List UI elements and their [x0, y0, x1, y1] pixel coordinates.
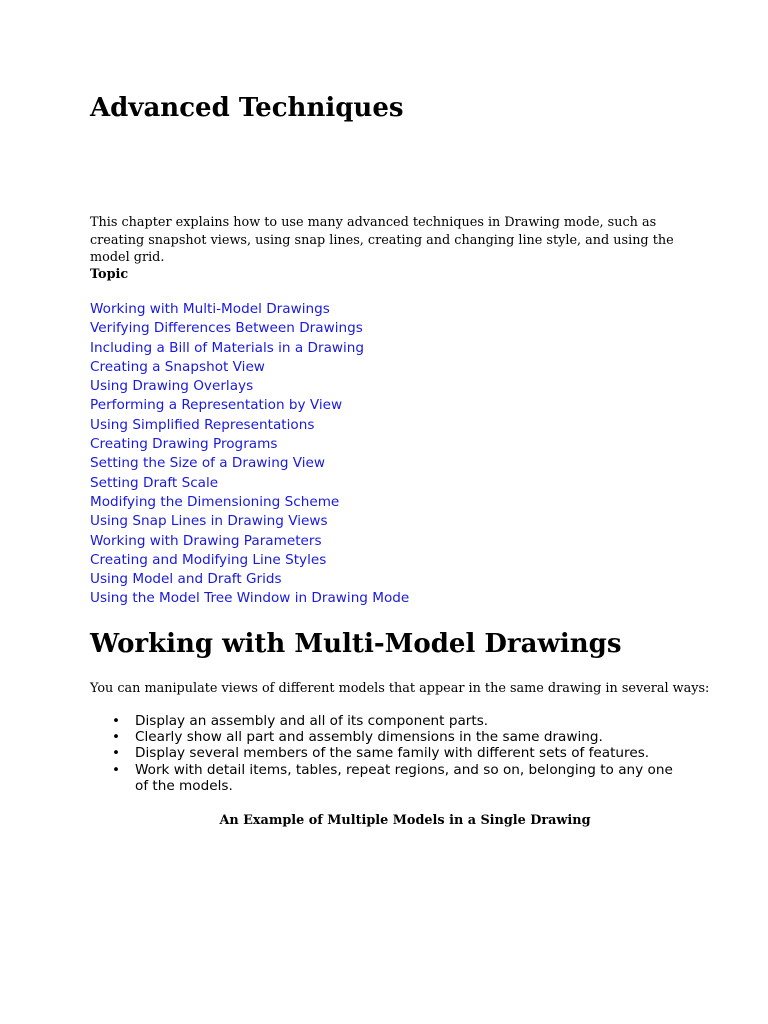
bullet-icon: • — [112, 713, 121, 729]
topic-link-dimensioning-scheme[interactable]: Modifying the Dimensioning Scheme — [90, 493, 340, 510]
topic-item — [90, 474, 409, 493]
topic-list — [90, 300, 409, 609]
topic-link-simplified-representations[interactable]: Using Simplified Representations — [90, 416, 315, 433]
topic-item — [90, 589, 409, 608]
topic-link-snapshot-view[interactable]: Creating a Snapshot View — [90, 358, 265, 375]
bullet-text: Display several members of the same family with different sets of features. — [135, 745, 650, 762]
topic-link-drawing-overlays[interactable]: Using Drawing Overlays — [90, 378, 254, 395]
chapter-intro: This chapter explains how to use many advanced techniques in Drawing mode, such as creating snapshot views, using snap lines, creating and changing line style, and using the model grid. — [90, 215, 674, 265]
bullet-text: Work with detail items, tables, repeat regions, and so on, belonging to any one of the models. — [135, 761, 673, 794]
topic-item — [90, 396, 409, 415]
bullet-item — [90, 729, 680, 745]
bullet-icon: • — [112, 745, 121, 762]
topic-link-snap-lines[interactable]: Using Snap Lines in Drawing Views — [90, 513, 328, 530]
topic-link-multi-model-drawings[interactable]: Working with Multi-Model Drawings — [90, 301, 330, 317]
bullet-list — [90, 713, 680, 794]
topic-link-representation-by-view[interactable]: Performing a Representation by View — [90, 397, 343, 414]
section-heading: Working with Multi-Model Drawings — [90, 629, 622, 659]
topic-link-model-tree-window[interactable]: Using the Model Tree Window in Drawing Mode — [90, 590, 410, 607]
bullet-item — [90, 762, 680, 794]
topic-item — [90, 532, 409, 551]
topic-item — [90, 300, 409, 319]
topic-link-model-draft-grids[interactable]: Using Model and Draft Grids — [90, 571, 282, 588]
topic-link-line-styles[interactable]: Creating and Modifying Line Styles — [90, 551, 327, 568]
topic-item — [90, 339, 409, 358]
topic-link-drawing-parameters[interactable]: Working with Drawing Parameters — [90, 532, 322, 549]
bullet-text: Clearly show all part and assembly dimensions in the same drawing. — [135, 729, 603, 746]
bullet-item — [90, 745, 680, 761]
topic-item — [90, 319, 409, 338]
topic-label: Topic — [90, 267, 129, 282]
topic-item — [90, 454, 409, 473]
topic-item — [90, 570, 409, 589]
bullet-icon: • — [112, 761, 121, 778]
bullet-text: Display an assembly and all of its component parts. — [135, 713, 489, 729]
topic-item — [90, 551, 409, 570]
topic-item — [90, 493, 409, 512]
topic-link-draft-scale[interactable]: Setting Draft Scale — [90, 474, 219, 491]
topic-link-size-of-drawing-view[interactable]: Setting the Size of a Drawing View — [90, 455, 326, 472]
bullet-icon: • — [112, 729, 121, 746]
page-title: Advanced Techniques — [90, 93, 404, 123]
topic-link-drawing-programs[interactable]: Creating Drawing Programs — [90, 436, 278, 453]
topic-item — [90, 377, 409, 396]
topic-item — [90, 416, 409, 435]
topic-link-verifying-differences[interactable]: Verifying Differences Between Drawings — [90, 320, 363, 337]
bullet-item — [90, 713, 680, 729]
section-intro: You can manipulate views of different models that appear in the same drawing in several ways: — [90, 681, 710, 696]
figure-caption: An Example of Multiple Models in a Single Drawing — [219, 813, 591, 828]
topic-item — [90, 358, 409, 377]
topic-link-bill-of-materials[interactable]: Including a Bill of Materials in a Drawing — [90, 339, 365, 356]
topic-item — [90, 435, 409, 454]
topic-item — [90, 512, 409, 531]
